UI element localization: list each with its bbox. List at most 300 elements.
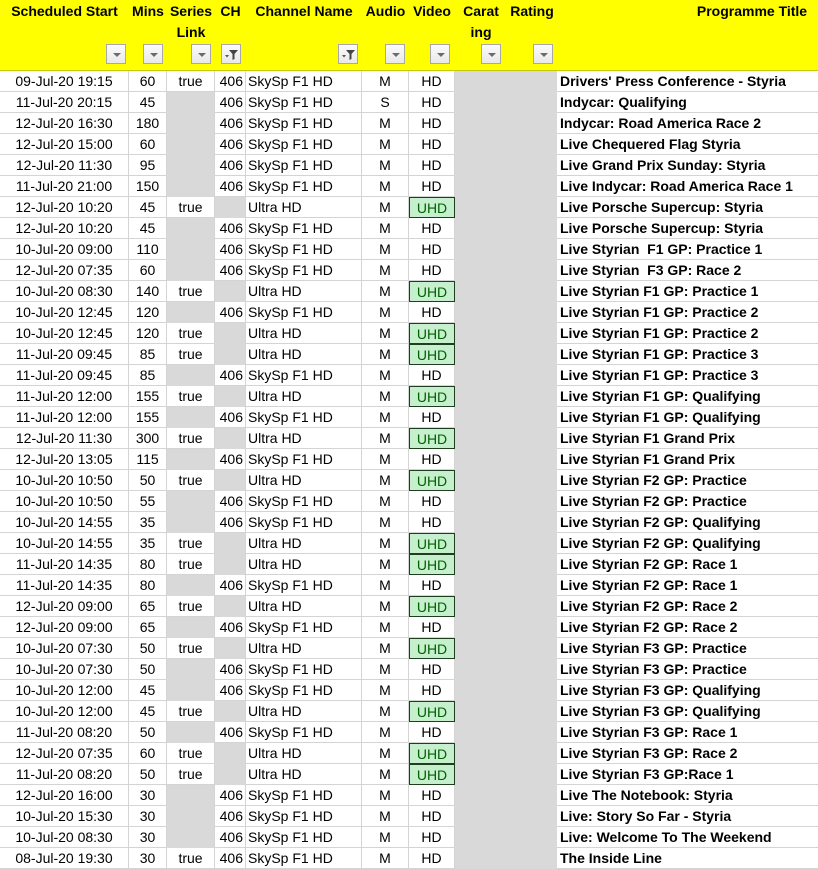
cell-series[interactable]: true: [167, 701, 215, 722]
cell-carating-rating-empty[interactable]: [455, 785, 557, 806]
cell-chan[interactable]: Ultra HD: [246, 533, 362, 554]
cell-video[interactable]: HD: [409, 848, 455, 869]
cell-start[interactable]: 12-Jul-20 11:30: [0, 155, 129, 176]
cell-audio[interactable]: M: [362, 407, 409, 428]
cell-carating-rating-empty[interactable]: [455, 764, 557, 785]
cell-series[interactable]: [167, 491, 215, 512]
cell-chan[interactable]: SkySp F1 HD: [246, 365, 362, 386]
cell-audio[interactable]: M: [362, 785, 409, 806]
cell-carating-rating-empty[interactable]: [455, 659, 557, 680]
cell-title[interactable]: Live Styrian F1 GP: Qualifying: [557, 386, 818, 407]
cell-carating-rating-empty[interactable]: [455, 491, 557, 512]
cell-mins[interactable]: 50: [129, 764, 167, 785]
cell-series[interactable]: [167, 575, 215, 596]
cell-carating-rating-empty[interactable]: [455, 722, 557, 743]
cell-title[interactable]: Live Styrian F1 GP: Practice 1: [557, 239, 818, 260]
cell-start[interactable]: 12-Jul-20 13:05: [0, 449, 129, 470]
cell-ch[interactable]: [215, 197, 246, 218]
cell-chan[interactable]: SkySp F1 HD: [246, 806, 362, 827]
cell-carating-rating-empty[interactable]: [455, 92, 557, 113]
filter-dropdown-button-start[interactable]: [106, 44, 126, 64]
cell-series[interactable]: [167, 92, 215, 113]
cell-title[interactable]: Live Porsche Supercup: Styria: [557, 218, 818, 239]
cell-mins[interactable]: 60: [129, 134, 167, 155]
cell-carating-rating-empty[interactable]: [455, 596, 557, 617]
cell-title[interactable]: Live Styrian F1 GP: Practice 2: [557, 323, 818, 344]
cell-carating-rating-empty[interactable]: [455, 848, 557, 869]
cell-series[interactable]: [167, 722, 215, 743]
cell-ch[interactable]: [215, 281, 246, 302]
cell-carating-rating-empty[interactable]: [455, 512, 557, 533]
cell-series[interactable]: [167, 680, 215, 701]
cell-carating-rating-empty[interactable]: [455, 71, 557, 92]
cell-mins[interactable]: 155: [129, 407, 167, 428]
cell-title[interactable]: Live Chequered Flag Styria: [557, 134, 818, 155]
cell-chan[interactable]: SkySp F1 HD: [246, 176, 362, 197]
cell-series[interactable]: [167, 113, 215, 134]
cell-start[interactable]: 10-Jul-20 08:30: [0, 827, 129, 848]
cell-video[interactable]: UHD: [409, 197, 455, 218]
cell-series[interactable]: true: [167, 323, 215, 344]
cell-series[interactable]: true: [167, 281, 215, 302]
cell-video[interactable]: HD: [409, 71, 455, 92]
cell-chan[interactable]: Ultra HD: [246, 197, 362, 218]
cell-mins[interactable]: 115: [129, 449, 167, 470]
cell-series[interactable]: true: [167, 848, 215, 869]
cell-carating-rating-empty[interactable]: [455, 239, 557, 260]
cell-audio[interactable]: M: [362, 533, 409, 554]
cell-mins[interactable]: 180: [129, 113, 167, 134]
cell-ch[interactable]: [215, 701, 246, 722]
cell-mins[interactable]: 110: [129, 239, 167, 260]
cell-start[interactable]: 10-Jul-20 12:45: [0, 323, 129, 344]
cell-chan[interactable]: SkySp F1 HD: [246, 155, 362, 176]
cell-chan[interactable]: SkySp F1 HD: [246, 848, 362, 869]
cell-audio[interactable]: M: [362, 701, 409, 722]
cell-carating-rating-empty[interactable]: [455, 365, 557, 386]
cell-audio[interactable]: M: [362, 386, 409, 407]
cell-chan[interactable]: Ultra HD: [246, 638, 362, 659]
cell-title[interactable]: Indycar: Qualifying: [557, 92, 818, 113]
cell-chan[interactable]: Ultra HD: [246, 281, 362, 302]
cell-start[interactable]: 11-Jul-20 08:20: [0, 764, 129, 785]
cell-audio[interactable]: M: [362, 470, 409, 491]
cell-series[interactable]: [167, 239, 215, 260]
cell-title[interactable]: Live Styrian F2 GP: Race 2: [557, 596, 818, 617]
cell-audio[interactable]: M: [362, 323, 409, 344]
cell-series[interactable]: true: [167, 428, 215, 449]
cell-chan[interactable]: SkySp F1 HD: [246, 659, 362, 680]
cell-video[interactable]: UHD: [409, 638, 455, 659]
cell-video[interactable]: HD: [409, 785, 455, 806]
cell-carating-rating-empty[interactable]: [455, 638, 557, 659]
cell-series[interactable]: true: [167, 638, 215, 659]
filter-dropdown-button-audio[interactable]: [385, 44, 405, 64]
cell-mins[interactable]: 140: [129, 281, 167, 302]
cell-title[interactable]: Live Styrian F2 GP: Race 2: [557, 617, 818, 638]
cell-title[interactable]: Live Styrian F2 GP: Practice: [557, 491, 818, 512]
cell-video[interactable]: HD: [409, 617, 455, 638]
cell-mins[interactable]: 30: [129, 827, 167, 848]
cell-audio[interactable]: M: [362, 71, 409, 92]
cell-ch[interactable]: [215, 554, 246, 575]
cell-video[interactable]: UHD: [409, 743, 455, 764]
cell-chan[interactable]: SkySp F1 HD: [246, 218, 362, 239]
cell-start[interactable]: 11-Jul-20 09:45: [0, 344, 129, 365]
cell-audio[interactable]: M: [362, 848, 409, 869]
cell-title[interactable]: Live Grand Prix Sunday: Styria: [557, 155, 818, 176]
cell-chan[interactable]: SkySp F1 HD: [246, 302, 362, 323]
cell-series[interactable]: true: [167, 197, 215, 218]
cell-audio[interactable]: M: [362, 449, 409, 470]
cell-mins[interactable]: 45: [129, 680, 167, 701]
cell-video[interactable]: UHD: [409, 533, 455, 554]
cell-mins[interactable]: 45: [129, 197, 167, 218]
cell-series[interactable]: [167, 407, 215, 428]
cell-series[interactable]: [167, 134, 215, 155]
cell-ch[interactable]: 406: [215, 449, 246, 470]
cell-mins[interactable]: 45: [129, 701, 167, 722]
filter-active-button-channel-name[interactable]: [338, 44, 358, 64]
cell-carating-rating-empty[interactable]: [455, 344, 557, 365]
cell-carating-rating-empty[interactable]: [455, 218, 557, 239]
cell-series[interactable]: true: [167, 764, 215, 785]
cell-carating-rating-empty[interactable]: [455, 701, 557, 722]
cell-ch[interactable]: 406: [215, 827, 246, 848]
cell-ch[interactable]: 406: [215, 113, 246, 134]
filter-dropdown-button-series[interactable]: [191, 44, 211, 64]
cell-chan[interactable]: Ultra HD: [246, 470, 362, 491]
cell-ch[interactable]: 406: [215, 365, 246, 386]
cell-start[interactable]: 10-Jul-20 07:30: [0, 659, 129, 680]
cell-start[interactable]: 12-Jul-20 10:20: [0, 218, 129, 239]
cell-audio[interactable]: M: [362, 197, 409, 218]
cell-chan[interactable]: SkySp F1 HD: [246, 92, 362, 113]
cell-carating-rating-empty[interactable]: [455, 176, 557, 197]
cell-start[interactable]: 12-Jul-20 07:35: [0, 260, 129, 281]
cell-title[interactable]: Indycar: Road America Race 2: [557, 113, 818, 134]
cell-start[interactable]: 12-Jul-20 15:00: [0, 134, 129, 155]
cell-series[interactable]: [167, 176, 215, 197]
cell-ch[interactable]: 406: [215, 806, 246, 827]
cell-title[interactable]: Live Styrian F1 GP: Qualifying: [557, 407, 818, 428]
cell-title[interactable]: Drivers' Press Conference - Styria: [557, 71, 818, 92]
cell-chan[interactable]: SkySp F1 HD: [246, 680, 362, 701]
cell-video[interactable]: HD: [409, 260, 455, 281]
cell-audio[interactable]: M: [362, 554, 409, 575]
cell-start[interactable]: 10-Jul-20 15:30: [0, 806, 129, 827]
cell-title[interactable]: Live Styrian F2 GP: Qualifying: [557, 512, 818, 533]
cell-start[interactable]: 11-Jul-20 20:15: [0, 92, 129, 113]
cell-series[interactable]: true: [167, 71, 215, 92]
cell-series[interactable]: [167, 449, 215, 470]
cell-audio[interactable]: M: [362, 659, 409, 680]
cell-mins[interactable]: 120: [129, 323, 167, 344]
cell-chan[interactable]: Ultra HD: [246, 428, 362, 449]
cell-title[interactable]: The Inside Line: [557, 848, 818, 869]
cell-start[interactable]: 10-Jul-20 08:30: [0, 281, 129, 302]
cell-start[interactable]: 10-Jul-20 10:50: [0, 470, 129, 491]
cell-start[interactable]: 08-Jul-20 19:30: [0, 848, 129, 869]
cell-series[interactable]: true: [167, 743, 215, 764]
cell-carating-rating-empty[interactable]: [455, 743, 557, 764]
cell-chan[interactable]: Ultra HD: [246, 323, 362, 344]
cell-start[interactable]: 10-Jul-20 10:50: [0, 491, 129, 512]
cell-carating-rating-empty[interactable]: [455, 617, 557, 638]
cell-ch[interactable]: 406: [215, 722, 246, 743]
cell-audio[interactable]: M: [362, 596, 409, 617]
cell-chan[interactable]: SkySp F1 HD: [246, 113, 362, 134]
filter-dropdown-button-rating[interactable]: [533, 44, 553, 64]
cell-chan[interactable]: SkySp F1 HD: [246, 512, 362, 533]
cell-ch[interactable]: [215, 470, 246, 491]
cell-chan[interactable]: SkySp F1 HD: [246, 575, 362, 596]
cell-audio[interactable]: M: [362, 365, 409, 386]
cell-title[interactable]: Live Styrian F3 GP: Qualifying: [557, 701, 818, 722]
cell-title[interactable]: Live Styrian F2 GP: Race 1: [557, 575, 818, 596]
filter-dropdown-button-carating[interactable]: [481, 44, 501, 64]
cell-start[interactable]: 11-Jul-20 21:00: [0, 176, 129, 197]
cell-start[interactable]: 10-Jul-20 12:45: [0, 302, 129, 323]
cell-start[interactable]: 12-Jul-20 10:20: [0, 197, 129, 218]
cell-ch[interactable]: 406: [215, 785, 246, 806]
cell-series[interactable]: [167, 659, 215, 680]
cell-title[interactable]: Live Styrian F1 GP: Practice 3: [557, 365, 818, 386]
cell-start[interactable]: 11-Jul-20 12:00: [0, 407, 129, 428]
cell-title[interactable]: Live Styrian F2 GP: Practice: [557, 470, 818, 491]
cell-carating-rating-empty[interactable]: [455, 554, 557, 575]
cell-start[interactable]: 12-Jul-20 09:00: [0, 596, 129, 617]
cell-series[interactable]: true: [167, 533, 215, 554]
cell-video[interactable]: UHD: [409, 344, 455, 365]
cell-series[interactable]: [167, 260, 215, 281]
cell-audio[interactable]: M: [362, 302, 409, 323]
cell-audio[interactable]: M: [362, 638, 409, 659]
cell-audio[interactable]: M: [362, 134, 409, 155]
cell-ch[interactable]: [215, 764, 246, 785]
cell-audio[interactable]: M: [362, 260, 409, 281]
cell-series[interactable]: [167, 365, 215, 386]
cell-chan[interactable]: Ultra HD: [246, 344, 362, 365]
cell-chan[interactable]: Ultra HD: [246, 554, 362, 575]
cell-audio[interactable]: M: [362, 512, 409, 533]
cell-audio[interactable]: M: [362, 722, 409, 743]
cell-title[interactable]: Live Styrian F1 GP: Practice 3: [557, 344, 818, 365]
cell-title[interactable]: Live Styrian F1 GP: Practice 2: [557, 302, 818, 323]
cell-ch[interactable]: 406: [215, 848, 246, 869]
cell-audio[interactable]: M: [362, 617, 409, 638]
cell-start[interactable]: 10-Jul-20 12:00: [0, 680, 129, 701]
cell-mins[interactable]: 55: [129, 491, 167, 512]
cell-title[interactable]: Live: Welcome To The Weekend: [557, 827, 818, 848]
cell-video[interactable]: HD: [409, 722, 455, 743]
cell-video[interactable]: HD: [409, 239, 455, 260]
cell-ch[interactable]: 406: [215, 617, 246, 638]
cell-title[interactable]: Live Styrian F3 GP: Race 2: [557, 743, 818, 764]
cell-mins[interactable]: 35: [129, 533, 167, 554]
cell-ch[interactable]: 406: [215, 575, 246, 596]
cell-title[interactable]: Live Indycar: Road America Race 1: [557, 176, 818, 197]
filter-dropdown-button-mins[interactable]: [143, 44, 163, 64]
cell-audio[interactable]: M: [362, 743, 409, 764]
cell-mins[interactable]: 300: [129, 428, 167, 449]
cell-chan[interactable]: SkySp F1 HD: [246, 722, 362, 743]
cell-video[interactable]: UHD: [409, 386, 455, 407]
cell-ch[interactable]: [215, 428, 246, 449]
cell-mins[interactable]: 50: [129, 470, 167, 491]
cell-audio[interactable]: M: [362, 239, 409, 260]
cell-carating-rating-empty[interactable]: [455, 470, 557, 491]
cell-video[interactable]: HD: [409, 365, 455, 386]
cell-audio[interactable]: M: [362, 428, 409, 449]
cell-carating-rating-empty[interactable]: [455, 197, 557, 218]
cell-mins[interactable]: 80: [129, 575, 167, 596]
cell-video[interactable]: HD: [409, 134, 455, 155]
cell-audio[interactable]: M: [362, 344, 409, 365]
cell-carating-rating-empty[interactable]: [455, 533, 557, 554]
cell-title[interactable]: Live Porsche Supercup: Styria: [557, 197, 818, 218]
cell-ch[interactable]: 406: [215, 239, 246, 260]
cell-carating-rating-empty[interactable]: [455, 827, 557, 848]
cell-ch[interactable]: 406: [215, 407, 246, 428]
cell-start[interactable]: 09-Jul-20 19:15: [0, 71, 129, 92]
cell-mins[interactable]: 30: [129, 848, 167, 869]
cell-video[interactable]: HD: [409, 92, 455, 113]
cell-series[interactable]: true: [167, 470, 215, 491]
cell-video[interactable]: HD: [409, 407, 455, 428]
cell-title[interactable]: Live Styrian F2 GP: Qualifying: [557, 533, 818, 554]
cell-chan[interactable]: Ultra HD: [246, 764, 362, 785]
cell-carating-rating-empty[interactable]: [455, 449, 557, 470]
cell-series[interactable]: true: [167, 596, 215, 617]
cell-mins[interactable]: 60: [129, 743, 167, 764]
cell-ch[interactable]: 406: [215, 155, 246, 176]
cell-start[interactable]: 12-Jul-20 09:00: [0, 617, 129, 638]
cell-title[interactable]: Live Styrian F3 GP: Practice: [557, 638, 818, 659]
cell-title[interactable]: Live Styrian F3 GP: Qualifying: [557, 680, 818, 701]
cell-ch[interactable]: 406: [215, 680, 246, 701]
cell-carating-rating-empty[interactable]: [455, 428, 557, 449]
cell-chan[interactable]: SkySp F1 HD: [246, 785, 362, 806]
cell-chan[interactable]: SkySp F1 HD: [246, 239, 362, 260]
cell-ch[interactable]: 406: [215, 71, 246, 92]
cell-series[interactable]: [167, 218, 215, 239]
cell-title[interactable]: Live Styrian F1 Grand Prix: [557, 428, 818, 449]
cell-mins[interactable]: 65: [129, 617, 167, 638]
cell-series[interactable]: [167, 155, 215, 176]
cell-carating-rating-empty[interactable]: [455, 407, 557, 428]
cell-video[interactable]: UHD: [409, 701, 455, 722]
cell-video[interactable]: UHD: [409, 323, 455, 344]
cell-audio[interactable]: M: [362, 827, 409, 848]
cell-ch[interactable]: [215, 596, 246, 617]
cell-start[interactable]: 10-Jul-20 14:55: [0, 533, 129, 554]
cell-audio[interactable]: M: [362, 218, 409, 239]
cell-start[interactable]: 12-Jul-20 16:30: [0, 113, 129, 134]
cell-mins[interactable]: 45: [129, 92, 167, 113]
cell-carating-rating-empty[interactable]: [455, 806, 557, 827]
cell-start[interactable]: 11-Jul-20 12:00: [0, 386, 129, 407]
cell-ch[interactable]: [215, 533, 246, 554]
cell-chan[interactable]: SkySp F1 HD: [246, 134, 362, 155]
cell-carating-rating-empty[interactable]: [455, 260, 557, 281]
cell-video[interactable]: UHD: [409, 764, 455, 785]
cell-video[interactable]: HD: [409, 512, 455, 533]
cell-ch[interactable]: [215, 323, 246, 344]
cell-start[interactable]: 11-Jul-20 14:35: [0, 575, 129, 596]
cell-chan[interactable]: Ultra HD: [246, 596, 362, 617]
cell-carating-rating-empty[interactable]: [455, 302, 557, 323]
filter-dropdown-button-video[interactable]: [430, 44, 450, 64]
cell-carating-rating-empty[interactable]: [455, 155, 557, 176]
cell-title[interactable]: Live The Notebook: Styria: [557, 785, 818, 806]
cell-carating-rating-empty[interactable]: [455, 134, 557, 155]
cell-audio[interactable]: M: [362, 155, 409, 176]
cell-video[interactable]: UHD: [409, 554, 455, 575]
cell-start[interactable]: 10-Jul-20 07:30: [0, 638, 129, 659]
cell-start[interactable]: 12-Jul-20 11:30: [0, 428, 129, 449]
cell-chan[interactable]: SkySp F1 HD: [246, 407, 362, 428]
filter-active-button-ch[interactable]: [221, 44, 241, 64]
cell-mins[interactable]: 60: [129, 260, 167, 281]
cell-chan[interactable]: SkySp F1 HD: [246, 617, 362, 638]
cell-mins[interactable]: 150: [129, 176, 167, 197]
cell-video[interactable]: HD: [409, 155, 455, 176]
cell-mins[interactable]: 50: [129, 722, 167, 743]
cell-video[interactable]: HD: [409, 575, 455, 596]
cell-audio[interactable]: M: [362, 176, 409, 197]
cell-video[interactable]: HD: [409, 680, 455, 701]
cell-audio[interactable]: M: [362, 113, 409, 134]
cell-series[interactable]: [167, 302, 215, 323]
cell-mins[interactable]: 50: [129, 659, 167, 680]
cell-series[interactable]: [167, 617, 215, 638]
cell-audio[interactable]: M: [362, 281, 409, 302]
cell-ch[interactable]: 406: [215, 659, 246, 680]
cell-ch[interactable]: 406: [215, 512, 246, 533]
cell-start[interactable]: 11-Jul-20 09:45: [0, 365, 129, 386]
cell-ch[interactable]: [215, 386, 246, 407]
cell-video[interactable]: HD: [409, 806, 455, 827]
cell-video[interactable]: UHD: [409, 470, 455, 491]
cell-start[interactable]: 11-Jul-20 08:20: [0, 722, 129, 743]
cell-video[interactable]: UHD: [409, 428, 455, 449]
cell-ch[interactable]: 406: [215, 134, 246, 155]
cell-series[interactable]: [167, 512, 215, 533]
cell-audio[interactable]: M: [362, 575, 409, 596]
cell-mins[interactable]: 45: [129, 218, 167, 239]
cell-mins[interactable]: 50: [129, 638, 167, 659]
cell-audio[interactable]: M: [362, 806, 409, 827]
cell-video[interactable]: HD: [409, 449, 455, 470]
cell-audio[interactable]: M: [362, 680, 409, 701]
cell-mins[interactable]: 60: [129, 71, 167, 92]
cell-carating-rating-empty[interactable]: [455, 281, 557, 302]
cell-mins[interactable]: 35: [129, 512, 167, 533]
cell-series[interactable]: true: [167, 386, 215, 407]
cell-title[interactable]: Live Styrian F3 GP: Race 1: [557, 722, 818, 743]
cell-mins[interactable]: 120: [129, 302, 167, 323]
cell-series[interactable]: true: [167, 344, 215, 365]
cell-video[interactable]: HD: [409, 218, 455, 239]
cell-start[interactable]: 10-Jul-20 14:55: [0, 512, 129, 533]
cell-mins[interactable]: 80: [129, 554, 167, 575]
cell-ch[interactable]: 406: [215, 218, 246, 239]
cell-start[interactable]: 10-Jul-20 12:00: [0, 701, 129, 722]
cell-video[interactable]: UHD: [409, 281, 455, 302]
cell-mins[interactable]: 30: [129, 785, 167, 806]
cell-carating-rating-empty[interactable]: [455, 323, 557, 344]
